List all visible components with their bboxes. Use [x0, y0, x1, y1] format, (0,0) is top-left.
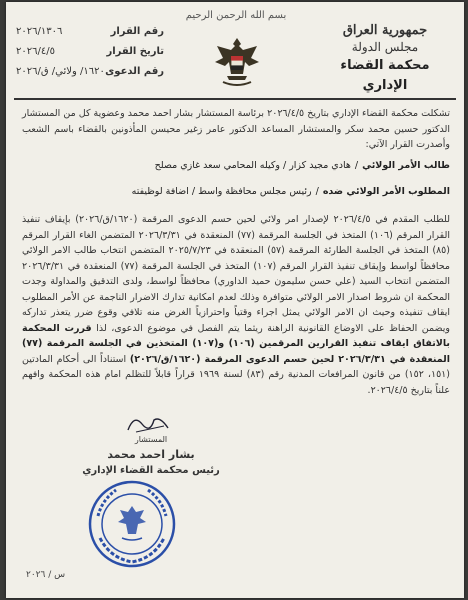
- decision-tail: استناداً الى أحكام المادتين (١٥١، ١٥٢) من قانون المرافعات المدنية رقم (٨٣) لسنة ١٩٦٩ قراراً قابلاً للتظلم امام هذه المحكمة وافهم علناً بتاريخ ٢٠٢٦/٤/٥.: [22, 353, 450, 396]
- applicant-value: هادي مجيد كزار / وكيله المحامي سعد غازي مصلح: [154, 160, 351, 171]
- decision-meta: [16, 22, 164, 82]
- signer-name: بشار احمد محمد: [107, 448, 195, 461]
- decision-date-label: تاريخ القرار: [106, 46, 164, 57]
- decision-text: قررت المحكمة بالاتفاق ايقاف تنفيذ القرارين المرقمين (١٠٦) و(١٠٧) المتخذين في الجلسة المرقمة (٧٧) المنعقدة في ٢٠٢٦/٣/٣١ لحين حسم الدعوى المرقمة (١٦٢٠/ق/٢٠٢٦): [22, 322, 450, 365]
- republic-name: جمهورية العراق: [342, 23, 428, 38]
- parties-block: طالب الأمر الولائي / هادي مجيد كزار / وكيله المحامي سعد غازي مصلح المطلوب الأمر الولائي ضده / رئيس مجلس محافظة واسط / اضافة لوظيفته: [22, 156, 450, 202]
- court-name: محكمة القضاء الإداري: [340, 58, 430, 93]
- signature-scribble-text: المستشار: [134, 435, 168, 444]
- issuer-block: [320, 22, 450, 96]
- respondent-value: رئيس مجلس محافظة واسط / اضافة لوظيفته: [131, 186, 312, 197]
- intro-paragraph: تشكلت محكمة القضاء الإداري بتاريخ ٢٠٢٦/٤/٥ برئاسة المستشار بشار احمد محمد وعضوية كل من المستشار الدكتور حسين محمد سكر والمستشار المساعد الدكتور عامر زغير محيسن المأذونين بالقضاء باسم الشعب وأصدرت القرار الآتي:: [22, 108, 450, 150]
- document-page: [6, 2, 464, 598]
- court-seal-stamp: [86, 478, 178, 570]
- basmala: بسم الله الرحمن الرحيم: [185, 10, 287, 21]
- header-divider: [14, 98, 456, 100]
- case-number-value: ١٦٢٠/ ولائي/ ق/٢٠٢٦: [16, 66, 105, 77]
- signer-title: رئيس محكمة القضاء الإداري: [82, 465, 220, 476]
- footer-reference: س / ٢٠٢٦: [26, 570, 66, 580]
- iraq-eagle-emblem-icon: [209, 32, 265, 94]
- applicant-label: طالب الأمر الولائي: [362, 160, 450, 171]
- respondent-label: المطلوب الأمر الولائي ضده: [322, 186, 450, 197]
- decision-number-label: رقم القرار: [110, 26, 164, 37]
- decision-number-value: ٢٠٢٦/١٣٠٦: [16, 26, 63, 37]
- council-name: مجلس الدولة: [351, 40, 419, 54]
- body-paragraph: [22, 212, 450, 398]
- case-number-label: رقم الدعوى: [105, 66, 164, 77]
- signature-block: [76, 432, 226, 478]
- decision-date-value: ٢٠٢٦/٤/٥: [16, 46, 55, 57]
- request-paragraph: للطلب المقدم في ٢٠٢٦/٤/٥ لإصدار امر ولائي لحين حسم الدعوى المرقمة (١٦٢٠/ق/٢٠٢٦) بإيقاف تنفيذ القرار المرقم (١٠٦) المتخذ في الجلسة المرقمة (٧٧) المنعقدة في ٢٠٢٦/٣/٣١ المتضمن الغاء القرار المرقم (٨٥) المتخذ في الجلسة الطارئة المرقمة (٥٧) المنعقدة في ٢٠٢٥/٧/٢٣ المتضمن انتخاب طالب الامر الولائي محافظاً لواسط وإيقاف تنفيذ القرار المرقم (١٠٧) المتخذ في الجلسة المرقمة (٧٧) المنعقدة في ٢٠٢٦/٣/٣١ المتضمن انتخاب السيد (علي حسن سليمون حميد الداوري) محافظاً لواسط، ولدى التدقيق والمداولة وجدت المحكمة ان شروط اصدار الامر الولائي متوافرة وذلك لعدم امكانية تدارك الاضرار الناجمة عن الأمر المطلوب ايقاف تنفيذه وحيث ان الامر الولائي يمثل اجراء وقتياً واحترازياً الغرض منه تلافي وقوع ضرر يتعذر تداركه ويضمن الحفاظ على الاوضاع القانونية الراهنة ريثما يتم الفصل في موضوع الدعوى، لذا: [22, 214, 450, 334]
